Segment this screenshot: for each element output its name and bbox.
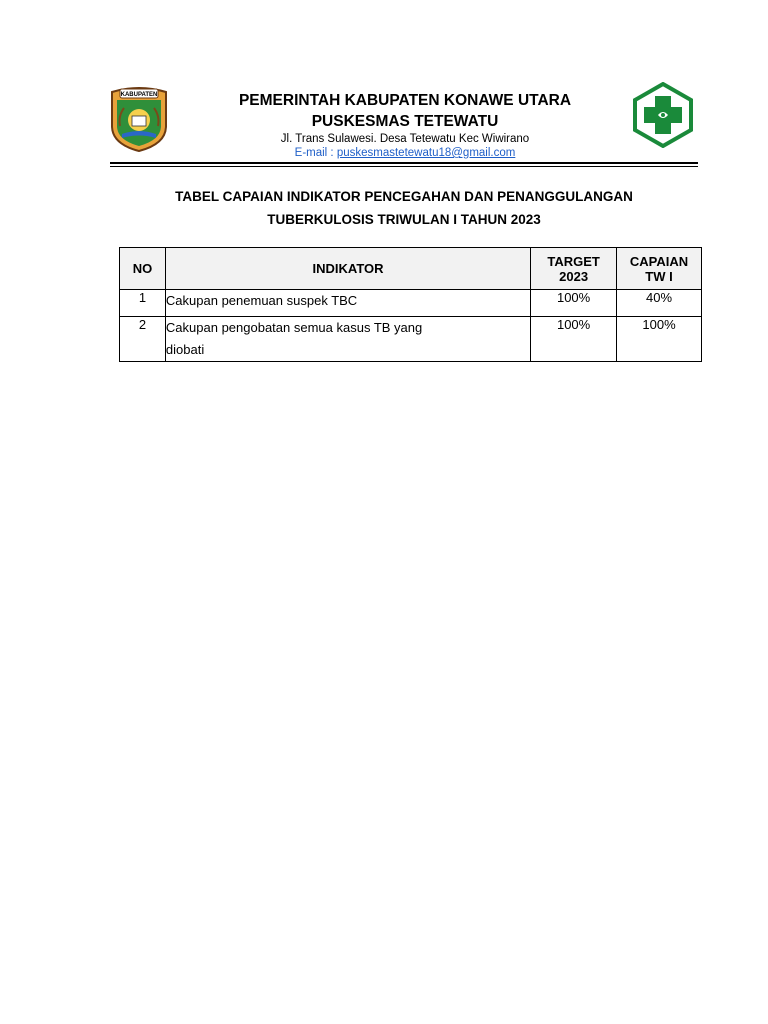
- header-capaian: [617, 248, 702, 290]
- header-divider-thin: [110, 166, 698, 167]
- cell-indikator: [165, 317, 530, 362]
- table-row: [120, 317, 702, 362]
- document-title-line-1: TABEL CAPAIAN INDIKATOR PENCEGAHAN DAN PENANGGULANGAN: [175, 189, 633, 204]
- cell-indikator-line1: Cakupan pengobatan semua kasus TB yang: [165, 320, 423, 335]
- indicator-table: [119, 247, 702, 362]
- header-indikator: INDIKATOR: [165, 248, 530, 290]
- email-line: [170, 147, 640, 159]
- header-target-line1: TARGET: [547, 253, 600, 269]
- document-title-line-2: TUBERKULOSIS TRIWULAN I TAHUN 2023: [267, 212, 541, 227]
- cell-no: 2: [120, 317, 166, 362]
- email-link[interactable]: puskesmastetewatu18@gmail.com: [336, 147, 516, 159]
- cell-indikator-line2: diobati: [165, 342, 205, 357]
- header-divider-thick: [110, 162, 698, 164]
- header-no: NO: [120, 248, 166, 290]
- cell-capaian: 100%: [617, 317, 702, 362]
- crest-label: KABUPATEN: [120, 92, 158, 98]
- cell-capaian: 40%: [617, 290, 702, 317]
- header-capaian-line1: CAPAIAN: [629, 253, 689, 269]
- regency-crest-icon: [108, 86, 170, 152]
- table-row: [120, 290, 702, 317]
- header-capaian-line2: TW I: [645, 268, 673, 284]
- header-target-line2: 2023: [559, 268, 589, 284]
- address: Jl. Trans Sulawesi. Desa Tetewatu Kec Wiwirano: [280, 133, 530, 145]
- cell-no: 1: [120, 290, 166, 317]
- table-header-row: [120, 248, 702, 290]
- cell-indikator: Cakupan penemuan suspek TBC: [165, 290, 530, 317]
- organization-name: PUSKESMAS TETEWATU: [311, 113, 499, 130]
- email-label: E-mail :: [294, 147, 337, 159]
- header-target: [531, 248, 617, 290]
- cell-target: 100%: [531, 290, 617, 317]
- cell-target: 100%: [531, 317, 617, 362]
- government-name: PEMERINTAH KABUPATEN KONAWE UTARA: [238, 92, 572, 109]
